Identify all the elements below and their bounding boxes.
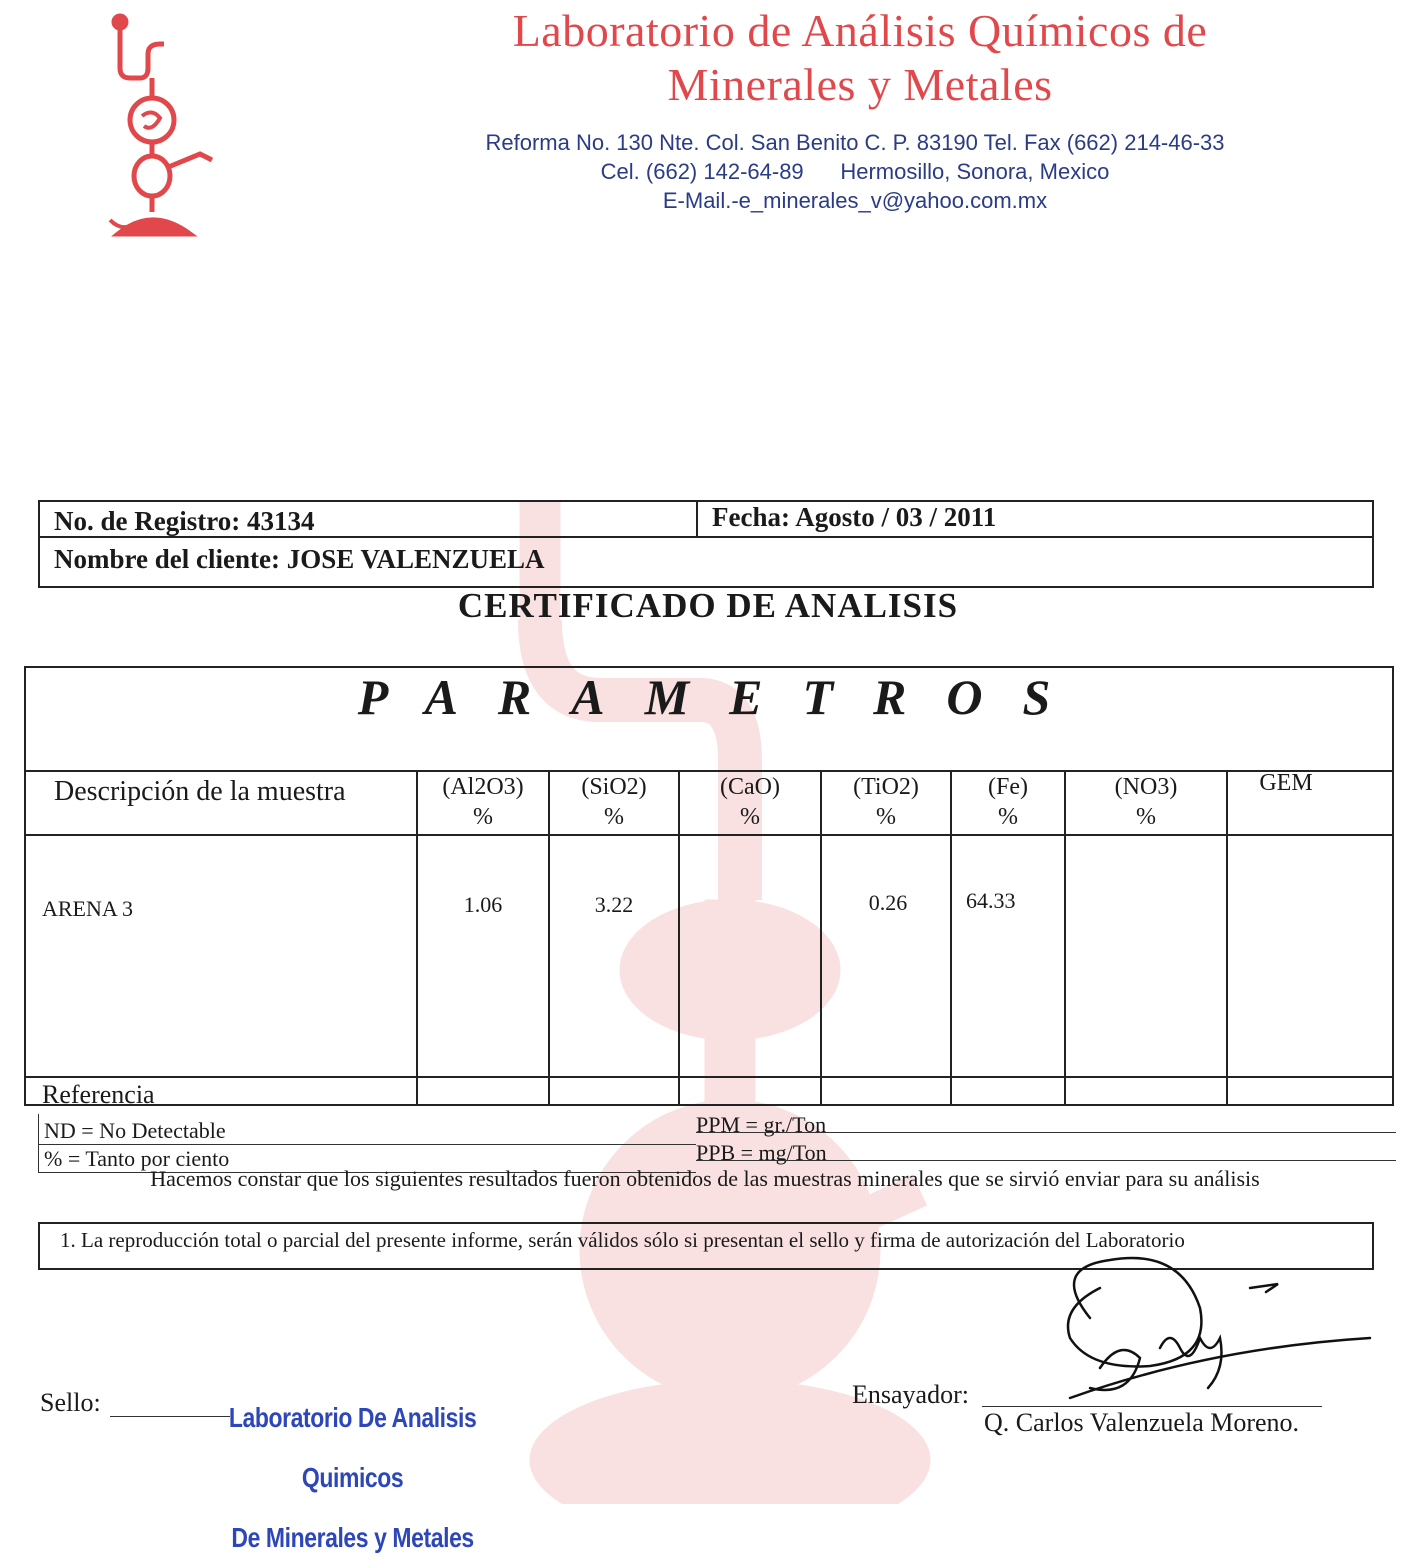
divider <box>696 1132 1396 1133</box>
email-line: E-Mail.-e_minerales_v@yahoo.com.mx <box>662 188 1048 213</box>
certificate-title: CERTIFICADO DE ANALISIS <box>457 586 959 625</box>
divider <box>38 1144 696 1145</box>
reproduction-note: 1. La reproducción total o parcial del presente informe, serán válidos sólo si presentan el sello y firma de autorización del Laboratorio <box>60 1228 1185 1252</box>
column-header-unit: % <box>1136 804 1156 830</box>
divider <box>24 1076 1394 1078</box>
divider <box>24 834 1394 836</box>
value-tio2: 0.26 <box>868 890 908 915</box>
divider <box>38 1114 39 1172</box>
column-header-unit: % <box>740 804 760 830</box>
legend-nd: ND = No Detectable <box>44 1118 226 1143</box>
results-note: Hacemos constar que los siguientes resultados fueron obtenidos de las muestras minerales que se sirvió enviar para su análisis <box>150 1166 1260 1191</box>
value-fe: 64.33 <box>966 888 1016 913</box>
registration-number: No. de Registro: 43134 <box>54 506 315 536</box>
column-header-name: (TiO2) <box>853 774 919 800</box>
lab-title <box>360 4 1360 112</box>
divider <box>696 500 698 537</box>
lab-stamp <box>205 1388 500 1568</box>
value-sio2: 3.22 <box>594 892 634 917</box>
column-header-name: (CaO) <box>720 774 780 800</box>
column-header-unit: % <box>473 804 493 830</box>
column-header-al2o3 <box>418 772 548 832</box>
address-line: Reforma No. 130 Nte. Col. San Benito C. P. 83190 Tel. Fax (662) 214-46-33 <box>485 130 1225 155</box>
contact-info <box>380 128 1330 215</box>
legend-ppm: PPM = gr./Ton <box>696 1112 827 1137</box>
signer-name: Q. Carlos Valenzuela Moreno. <box>984 1408 1300 1437</box>
handwritten-signature <box>1030 1248 1390 1408</box>
column-header-name: GEM <box>1259 770 1313 796</box>
sample-description: ARENA 3 <box>42 896 134 921</box>
cel-line: Cel. (662) 142-64-89 Hermosillo, Sonora, Mexico <box>600 159 1110 184</box>
column-header-cao <box>680 772 820 832</box>
divider <box>696 1160 1396 1161</box>
column-header-name: (Al2O3) <box>442 774 524 800</box>
column-header-name: (Fe) <box>988 774 1028 800</box>
sello-label: Sello: <box>40 1388 101 1417</box>
description-header: Descripción de la muestra <box>54 776 346 807</box>
column-header-unit: % <box>876 804 896 830</box>
legend-percent: % = Tanto por ciento <box>44 1146 230 1171</box>
divider <box>1226 770 1228 1106</box>
parameters-title: PARAMETROS <box>357 669 1091 725</box>
distillation-flask-icon <box>100 8 230 248</box>
column-header-name: (SiO2) <box>581 774 647 800</box>
lab-title-line1: Laboratorio de Análisis Químicos de <box>512 5 1208 56</box>
stamp-line1: Laboratorio De Analisis Quimicos <box>228 1402 477 1493</box>
registration-date: Fecha: Agosto / 03 / 2011 <box>712 502 997 532</box>
value-al2o3: 1.06 <box>463 892 503 917</box>
reference-label: Referencia <box>42 1080 155 1109</box>
client-name: Nombre del cliente: JOSE VALENZUELA <box>54 544 545 574</box>
column-header-name: (NO3) <box>1114 774 1178 800</box>
legend-ppb: PPB = mg/Ton <box>696 1140 827 1165</box>
parameters-table <box>24 666 1394 1106</box>
column-header-tio2 <box>822 772 950 832</box>
column-header-fe <box>952 772 1064 832</box>
column-header-no3 <box>1066 772 1226 832</box>
column-header-gem <box>1228 768 1344 798</box>
column-header-sio2 <box>550 772 678 832</box>
stamp-line2: De Minerales y Metales <box>231 1522 474 1553</box>
ensayador-label: Ensayador: <box>852 1380 969 1409</box>
column-header-unit: % <box>998 804 1018 830</box>
column-header-unit: % <box>604 804 624 830</box>
lab-title-line2: Minerales y Metales <box>667 59 1053 110</box>
